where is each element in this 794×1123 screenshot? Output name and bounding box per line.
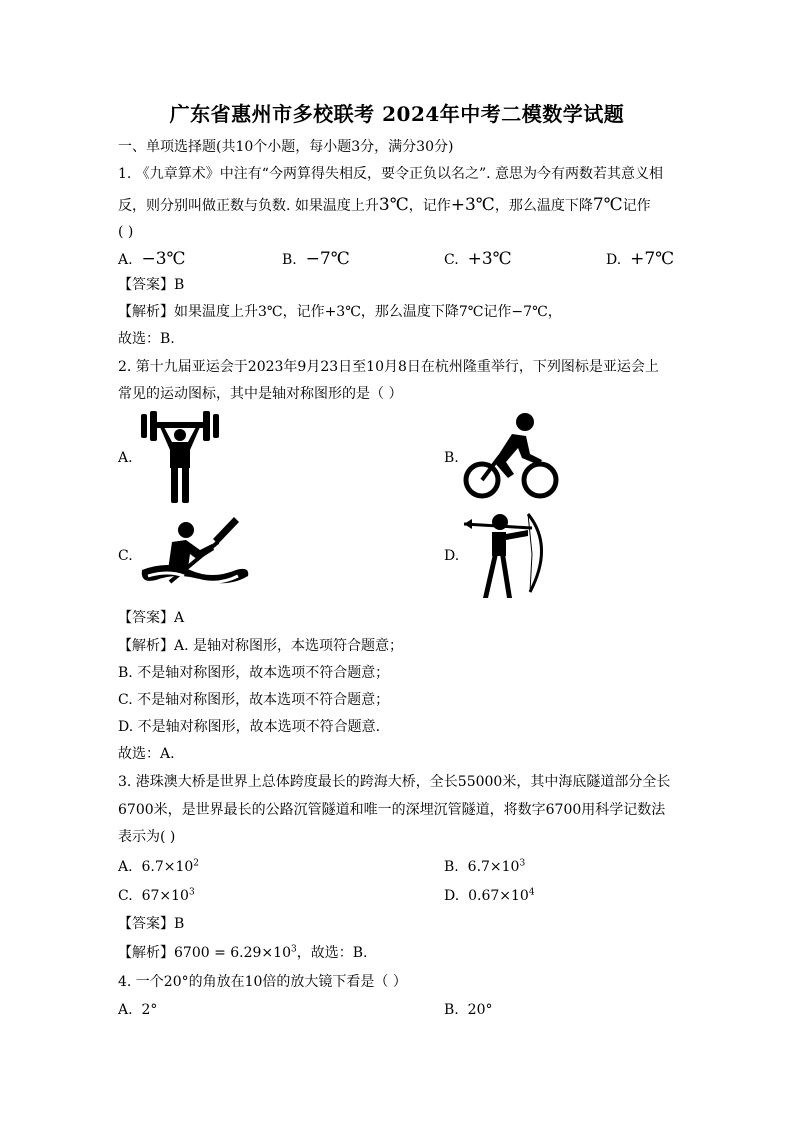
q3-answer: 【答案】B (118, 916, 185, 932)
q2-label-a: A. (118, 450, 133, 466)
q2-analysis-c: C. 不是轴对称图形，故本选项不符合题意； (118, 692, 390, 708)
q2-analysis-b: B. 不是轴对称图形，故本选项不符合题意； (118, 665, 390, 681)
q3-option-b: B. $6.7\times 10^3$ (444, 858, 526, 875)
q2-analysis-a: 【解析】A. 是轴对称图形，本选项符合题意； (118, 638, 404, 654)
q4-option-b: B. 20° (444, 1002, 493, 1018)
q1-text: 反，则分别叫做正数与负数. 如果温度上升 (118, 198, 379, 214)
q1-option-c: C. +3℃ (444, 249, 512, 269)
q1-value: 3℃ (378, 195, 409, 215)
page-title: 广东省惠州市多校联考 2024年中考二模数学试题 (169, 102, 625, 126)
q1-conclusion: 故选：B. (118, 331, 175, 347)
q1-option-d: D. +7℃ (606, 249, 675, 269)
q2-stem-line1: 2. 第十九届亚运会于2023年9月23日至10月8日在杭州隆重举行，下列图标是亚运会上 (118, 359, 659, 375)
q4-stem: 4. 一个20°的角放在10倍的放大镜下看是（ ） (118, 974, 407, 990)
q1-text: ，那么温度下降 (494, 198, 593, 214)
q2-stem-line2: 常见的运动图标，其中是轴对称图形的是（ ） (118, 386, 403, 402)
q3-stem-line1: 3. 港珠澳大桥是世界上总体跨度最长的跨海大桥，全长55000米，其中海底隧道部分全长 (118, 774, 671, 790)
q3-option-a: A. $6.7\times 10^2$ (118, 858, 200, 875)
q3-stem-line3: 表示为( ) (118, 829, 176, 845)
q1-value: +3℃ (450, 195, 495, 215)
q3-analysis: 【解析】$6700 = 6.29\times 10^3$，故选：B. (118, 944, 368, 961)
cycling-icon (462, 412, 562, 502)
q2-answer: 【答案】A (118, 610, 185, 626)
q2-analysis-d: D. 不是轴对称图形，故本选项不符合题意. (118, 719, 381, 735)
q3-stem-line2: 6700米，是世界最长的公路沉管隧道和唯一的深埋沉管隧道，将数字6700用科学记数法 (118, 802, 666, 818)
kayaking-icon (138, 514, 253, 590)
q2-label-b: B. (444, 450, 459, 466)
q4-option-a: A. 2° (118, 1002, 158, 1018)
q3-option-d: D. $0.67\times 10^4$ (444, 887, 535, 904)
q1-blank: ( ) (118, 224, 134, 240)
q3-option-c: C. $67\times 10^3$ (118, 887, 195, 904)
weightlifter-icon (138, 410, 222, 505)
q2-label-d: D. (444, 548, 460, 564)
section-heading: 一、单项选择题(共10个小题，每小题3分，满分30分) (118, 139, 454, 155)
q1-answer: 【答案】B (118, 277, 185, 293)
q1-text: ，记作 (408, 198, 451, 214)
q1-stem-line1: 1. 《九章算术》中注有“今两算得失相反，要令正负以名之”. 意思为今有两数若其意义相 (118, 166, 664, 182)
q2-label-c: C. (118, 548, 133, 564)
q1-value: 7℃ (592, 195, 623, 215)
q1-text: 记作 (622, 198, 651, 214)
archery-icon (462, 510, 552, 602)
q1-option-a: A. −3℃ (118, 249, 186, 269)
q1-analysis: 【解析】如果温度上升3℃，记作+3℃，那么温度下降7℃记作−7℃， (118, 304, 562, 320)
q1-stem-line2 (118, 195, 651, 216)
q2-conclusion: 故选：A. (118, 746, 175, 762)
q1-option-b: B. −7℃ (282, 249, 350, 269)
